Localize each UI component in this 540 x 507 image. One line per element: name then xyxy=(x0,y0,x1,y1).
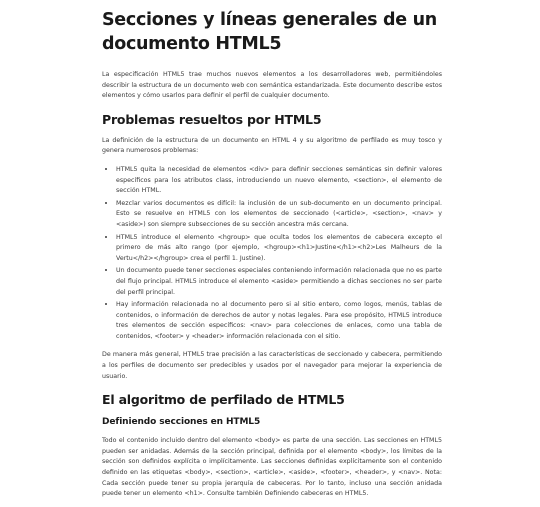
problems-closing-paragraph: De manera más general, HTML5 trae precisión a las características de seccionado y cabecera, permitiendo a los perfiles de documento ser predecibles y usados por el navegador para mejorar la experiencia de usuario. xyxy=(102,351,442,380)
section-heading-algorithm: El algoritmo de perfilado de HTML5 xyxy=(102,392,345,408)
defining-sections-paragraph: Todo el contenido incluido dentro del elemento <body> es parte de una sección. Las secciones en HTML5 pueden ser anidadas. Además de la sección principal, definida por el elemento <body>, los límites de la sección son definidos explícita o implícitamente. Las secciones definidas explícitamente son el contenido definido en las etiquetas <body>, <section>, <article>, <aside>, <footer>, <header>, y <nav>. Nota: Cada sección puede tener su propia jerarquía de cabeceras. Por lo tanto, incluso una sección anidada puede tener un elemento <h1>. Consulte también Definiendo cabeceras en HTML5. xyxy=(102,437,442,498)
page-title: Secciones y líneas generales de un documento HTML5 xyxy=(102,10,437,54)
list-item: • HTML5 quita la necesidad de elementos <div> para definir secciones semánticas sin definir valores específicos para los atributos class, introduciendo un nuevo elemento, <section>, el elemento de sección HTML. xyxy=(116,164,442,197)
article-content xyxy=(102,8,442,507)
problems-list xyxy=(102,164,442,343)
list-item: • Un documento puede tener secciones especiales conteniendo información relacionada que no es parte del flujo principal. HTML5 introduce el elemento <aside> permitiendo a dichas secciones no ser parte del perfil principal. xyxy=(116,265,442,298)
intro-paragraph: La especificación HTML5 trae muchos nuevos elementos a los desarrolladores web, permitiéndoles describir la estructura de un documento web con semántica estandarizada. Este documento describe estos elementos y cómo usarlos para definir el perfil de cualquier documento. xyxy=(102,71,442,100)
list-item: • HTML5 introduce el elemento <hgroup> que oculta todos los elementos de cabecera excepto el primero de más alto rango (por ejemplo, <hgroup><h1>Justine</h1><h2>Les Malheurs de la Vertu</h2></hgroup> crea el perfil 1. Justine). xyxy=(116,232,442,265)
subsection-heading-defining-sections: Definiendo secciones en HTML5 xyxy=(102,417,261,428)
list-item: • Hay información relacionada no al documento pero si al sitio entero, como logos, menús, tablas de contenidos, o información de derechos de autor y notas legales. Para ese propósito, HTML5 introduce tres elementos de sección específicos: <nav> para colecciones de enlaces, como una tabla de contenidos, <footer> y <header> información relacionada con el sitio. xyxy=(116,299,442,342)
section-heading-problems: Problemas resueltos por HTML5 xyxy=(102,111,322,127)
list-item: • Mezclar varios documentos es difícil: la inclusión de un sub-documento en un documento principal. Esto se resuelve en HTML5 con los elementos de seccionado (<article>, <section>, <nav> y <aside>) son siempre subsecciones de su sección ancestra más cercana. xyxy=(116,198,442,231)
problems-intro-paragraph: La definición de la estructura de un documento en HTML 4 y su algoritmo de perfilado es muy tosco y genera numerosos problemas: xyxy=(102,136,442,155)
